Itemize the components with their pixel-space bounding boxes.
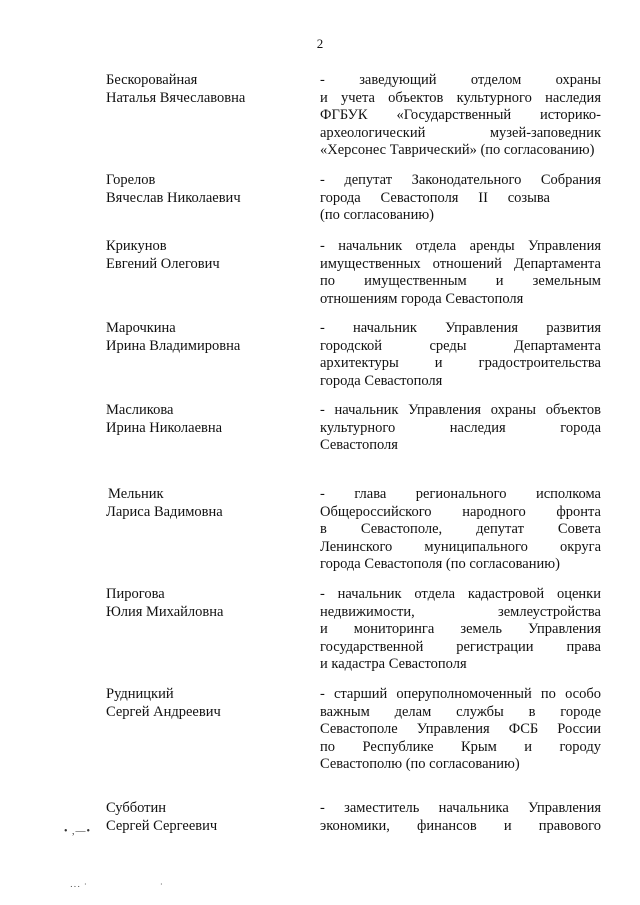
role-line: - старший оперуполномоченный по особо: [320, 686, 601, 702]
role-line: культурного наследия города: [320, 419, 601, 436]
scan-artifact-mark: • ,—•: [64, 826, 92, 837]
member-role: [320, 402, 601, 455]
role-line: и учета объектов культурного наследия: [320, 89, 601, 106]
member-name: [106, 800, 306, 835]
role-line: - заведующий отделом охраны: [320, 72, 601, 88]
role-line: - начальник Управления развития: [320, 320, 601, 336]
scan-artifact-mark: ․․․ ·: [70, 880, 88, 889]
member-surname: Бескоровайная: [106, 72, 198, 88]
role-line: государственной регистрации права: [320, 638, 601, 655]
member-given-name: Ирина Николаевна: [106, 419, 223, 436]
scan-artifact-mark: ·: [160, 880, 164, 889]
role-line: и кадастра Севастополя: [320, 656, 467, 672]
role-line: по имущественным и земельным: [320, 273, 601, 289]
member-surname: Масликова: [106, 402, 174, 418]
member-given-name: Лариса Вадимовна: [106, 503, 223, 520]
page-number: 2: [316, 36, 324, 51]
member-name: [106, 586, 306, 621]
role-line: города Севастополя: [320, 372, 443, 389]
member-role: [320, 72, 601, 160]
member-surname: Марочкина: [106, 320, 176, 336]
member-name: [106, 238, 306, 273]
member-given-name: Евгений Олегович: [106, 255, 220, 272]
member-name: [106, 686, 306, 721]
role-line: ФГБУК «Государственный историко-: [320, 107, 601, 123]
role-line: Севастополя: [320, 437, 398, 453]
role-line: - депутат Законодательного Собрания: [320, 172, 601, 188]
member-surname: Рудницкий: [106, 686, 174, 702]
role-line: археологический музей-заповедник: [320, 124, 601, 141]
role-line: Ленинского муниципального округа: [320, 538, 601, 555]
role-line: важным делам службы в городе: [320, 703, 601, 720]
member-given-name: Сергей Сергеевич: [106, 817, 218, 834]
member-given-name: Наталья Вячеславовна: [106, 89, 246, 106]
role-line: (по согласованию): [320, 207, 434, 223]
role-line: «Херсонес Таврический» (по согласованию): [320, 142, 595, 158]
role-line: в Севастополе, депутат Совета: [320, 521, 601, 537]
member-surname: Горелов: [106, 172, 156, 188]
member-name: [106, 320, 306, 355]
member-role: [320, 172, 601, 225]
role-line: экономики, финансов и правового: [320, 817, 601, 834]
member-role: [320, 486, 601, 574]
role-line: городской среды Департамента: [320, 337, 601, 354]
role-line: и мониторинга земель Управления: [320, 621, 601, 637]
member-surname: Субботин: [106, 800, 167, 816]
member-name: [106, 72, 306, 107]
member-name: [108, 486, 308, 521]
role-line: отношениям города Севастополя: [320, 290, 524, 307]
role-line: недвижимости, землеустройства: [320, 603, 601, 620]
role-line: Общероссийского народного фронта: [320, 503, 601, 520]
member-given-name: Юлия Михайловна: [106, 603, 224, 620]
role-line: города Севастополя II созыва: [320, 189, 550, 206]
role-line: Севастополе Управления ФСБ России: [320, 721, 601, 737]
role-line: архитектуры и градостроительства: [320, 355, 601, 371]
member-given-name: Вячеслав Николаевич: [106, 189, 241, 206]
member-given-name: Ирина Владимировна: [106, 337, 241, 354]
role-line: - заместитель начальника Управления: [320, 800, 601, 816]
role-line: - начальник отдела кадастровой оценки: [320, 586, 601, 602]
member-role: [320, 800, 601, 835]
member-role: [320, 320, 601, 390]
member-role: [320, 238, 601, 308]
role-line: города Севастополя (по согласованию): [320, 556, 560, 572]
member-surname: Пирогова: [106, 586, 165, 602]
member-role: [320, 586, 601, 674]
role-line: - глава регионального исполкома: [320, 486, 601, 502]
role-line: Севастополю (по согласованию): [320, 756, 520, 772]
role-line: имущественных отношений Департамента: [320, 255, 601, 272]
member-role: [320, 686, 601, 774]
member-name: [106, 402, 306, 437]
member-surname: Мельник: [108, 486, 164, 502]
role-line: - начальник Управления охраны объектов: [320, 402, 601, 418]
member-given-name: Сергей Андреевич: [106, 703, 221, 720]
member-name: [106, 172, 306, 207]
role-line: по Республике Крым и городу: [320, 738, 601, 755]
member-surname: Крикунов: [106, 238, 167, 254]
role-line: - начальник отдела аренды Управления: [320, 238, 601, 254]
